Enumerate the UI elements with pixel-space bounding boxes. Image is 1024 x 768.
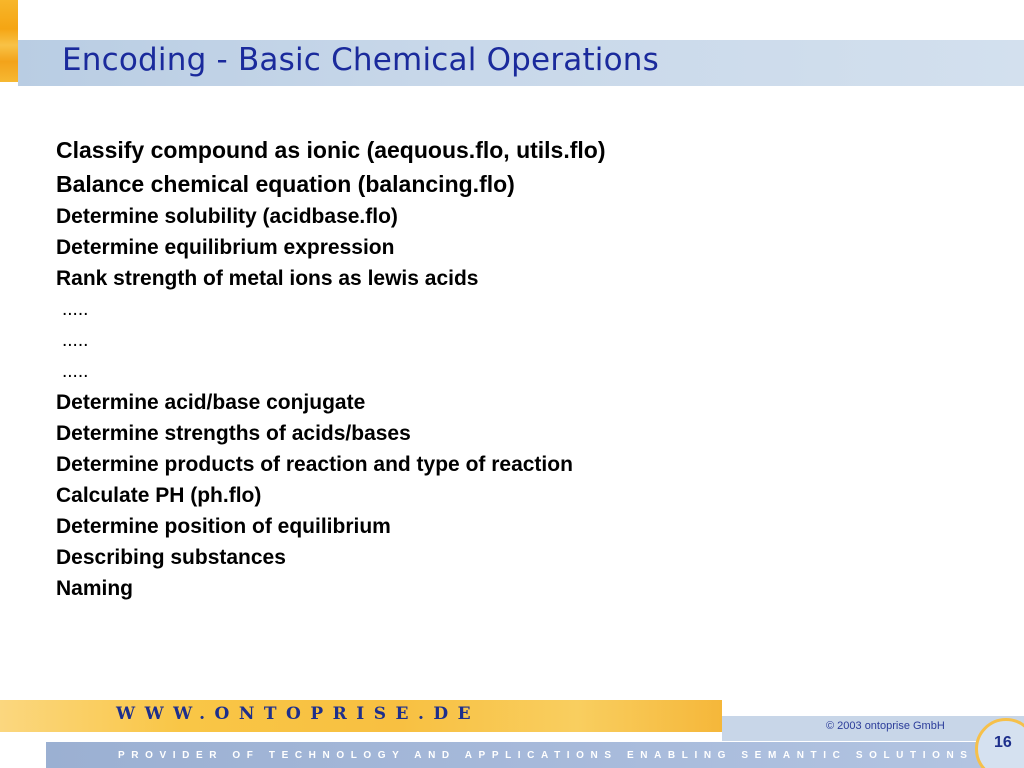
list-item: Classify compound as ionic (aequous.flo, utils.flo)	[56, 137, 606, 163]
list-item: Naming	[56, 577, 134, 600]
page-number: 16	[994, 734, 1012, 751]
list-item: Determine products of reaction and type of reaction	[56, 453, 573, 476]
ellipsis-item: .....	[62, 299, 89, 320]
list-item: Determine equilibrium expression	[56, 236, 395, 259]
list-item: Balance chemical equation (balancing.flo)	[56, 171, 515, 197]
website-url: WWW.ONTOPRISE.DE	[116, 704, 481, 724]
copyright-text: © 2003 ontoprise GmbH	[826, 720, 945, 732]
operations-list	[56, 133, 606, 604]
slide-title: Encoding - Basic Chemical Operations	[62, 42, 659, 78]
list-item: Determine position of equilibrium	[56, 515, 391, 538]
list-item: Determine acid/base conjugate	[56, 391, 366, 414]
tagline-text: PROVIDER OF TECHNOLOGY AND APPLICATIONS ENABLING SEMANTIC SOLUTIONS	[118, 750, 974, 761]
ellipsis-item: .....	[62, 330, 89, 351]
list-item: Describing substances	[56, 546, 286, 569]
list-item: Calculate PH (ph.flo)	[56, 484, 262, 507]
list-item: Rank strength of metal ions as lewis acids	[56, 267, 479, 290]
list-item: Determine solubility (acidbase.flo)	[56, 205, 398, 228]
ellipsis-item: .....	[62, 361, 89, 382]
orange-accent-strip	[0, 0, 18, 82]
list-item: Determine strengths of acids/bases	[56, 422, 411, 445]
